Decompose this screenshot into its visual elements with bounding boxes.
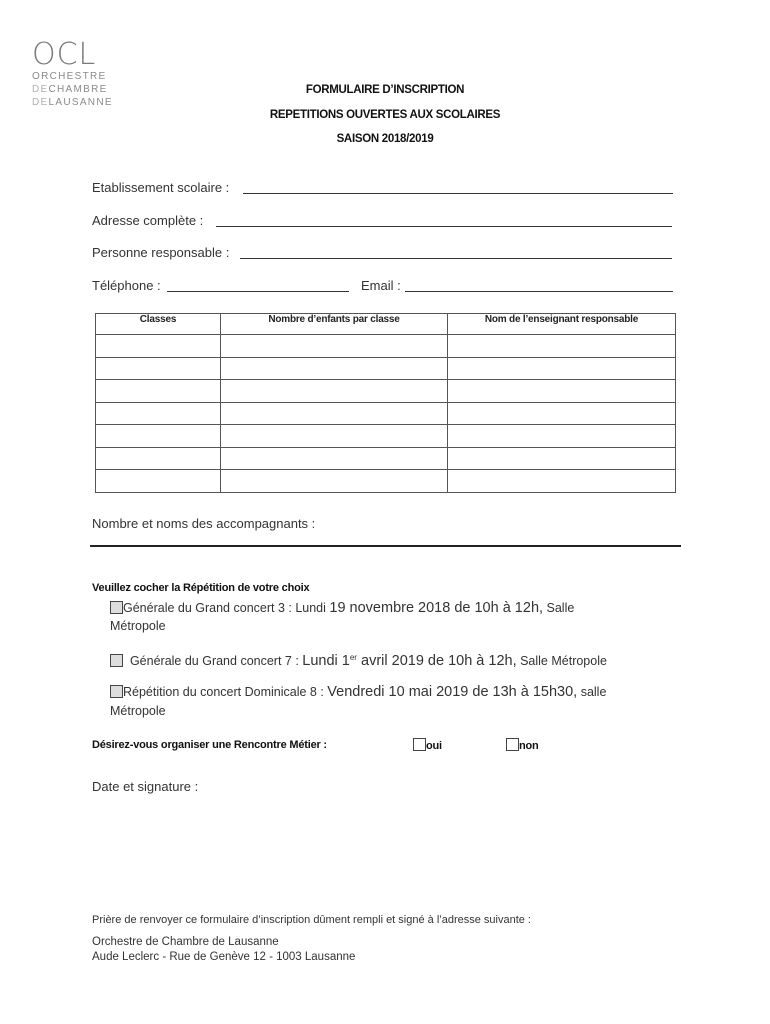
table-cell[interactable] (96, 447, 221, 470)
table-cell[interactable] (448, 402, 676, 425)
logo-line-1: ORCHESTRE (32, 71, 107, 82)
table-cell[interactable] (96, 425, 221, 448)
meeting-question: Désirez-vous organiser une Rencontre Métier : (92, 739, 327, 751)
table-cell[interactable] (96, 402, 221, 425)
meeting-yes-label: oui (426, 740, 442, 752)
option-3: Répétition du concert Dominicale 8 : Vendredi 10 mai 2019 de 13h à 15h30, salle Métropole (110, 684, 607, 718)
table-cell[interactable] (96, 335, 221, 358)
table-cell[interactable] (221, 335, 448, 358)
address-input-line[interactable] (216, 226, 672, 227)
table-cell[interactable] (448, 470, 676, 493)
table-row (96, 402, 676, 425)
table-row (96, 335, 676, 358)
table-cell[interactable] (448, 425, 676, 448)
table-row (96, 425, 676, 448)
table-cell[interactable] (448, 447, 676, 470)
col-header-children-count: Nombre d’enfants par classe (221, 314, 448, 335)
person-input-line[interactable] (240, 258, 672, 259)
choice-heading: Veuillez cocher la Répétition de votre choix (92, 582, 310, 594)
table-cell[interactable] (96, 357, 221, 380)
col-header-classes: Classes (96, 314, 221, 335)
logo-line-3: DELAUSANNE (32, 97, 113, 108)
table-cell[interactable] (221, 425, 448, 448)
school-input-line[interactable] (243, 193, 673, 194)
phone-label: Téléphone : (92, 278, 161, 293)
table-cell[interactable] (448, 380, 676, 403)
phone-input-line[interactable] (167, 291, 349, 292)
address-line-1: Orchestre de Chambre de Lausanne (92, 936, 279, 948)
table-cell[interactable] (448, 357, 676, 380)
email-input-line[interactable] (405, 291, 673, 292)
companions-label: Nombre et noms des accompagnants : (92, 516, 316, 531)
table-header-row (96, 314, 676, 335)
address-label: Adresse complète : (92, 213, 204, 228)
table-cell[interactable] (96, 470, 221, 493)
table-cell[interactable] (221, 470, 448, 493)
companions-input-line[interactable] (90, 545, 681, 547)
table-cell[interactable] (448, 335, 676, 358)
meeting-no-option (506, 738, 539, 752)
option-1-checkbox[interactable] (110, 601, 123, 614)
address-line-2: Aude Leclerc - Rue de Genève 12 - 1003 Lausanne (92, 951, 356, 963)
option-3-checkbox[interactable] (110, 685, 123, 698)
logo-mark: OCL (32, 37, 97, 72)
logo-line-2: DECHAMBRE (32, 84, 108, 95)
col-header-teacher: Nom de l’enseignant responsable (448, 314, 676, 335)
return-note: Prière de renvoyer ce formulaire d’inscription dûment rempli et signé à l’adresse suivante : (92, 914, 531, 926)
meeting-yes-checkbox[interactable] (413, 738, 426, 751)
form-season: SAISON 2018/2019 (336, 133, 434, 145)
table-cell[interactable] (221, 380, 448, 403)
option-2-checkbox[interactable] (110, 654, 123, 667)
person-label: Personne responsable : (92, 245, 230, 260)
school-label: Etablissement scolaire : (92, 180, 230, 195)
table-row (96, 470, 676, 493)
option-2: Générale du Grand concert 7 : Lundi 1er avril 2019 de 10h à 12h, Salle Métropole (110, 649, 685, 670)
meeting-yes-option (413, 738, 442, 752)
classes-table (95, 313, 676, 493)
table-cell[interactable] (221, 447, 448, 470)
table-cell[interactable] (96, 380, 221, 403)
signature-label: Date et signature : (92, 779, 199, 794)
table-row (96, 357, 676, 380)
table-cell[interactable] (221, 402, 448, 425)
meeting-no-checkbox[interactable] (506, 738, 519, 751)
email-label: Email : (361, 278, 401, 293)
table-cell[interactable] (221, 357, 448, 380)
meeting-no-label: non (519, 740, 539, 752)
option-1: Générale du Grand concert 3 : Lundi 19 novembre 2018 de 10h à 12h, Salle Métropole (110, 600, 575, 633)
form-subtitle: REPETITIONS OUVERTES AUX SCOLAIRES (269, 109, 501, 121)
ocl-logo (32, 37, 113, 109)
form-title: FORMULAIRE D’INSCRIPTION (305, 84, 465, 96)
table-row (96, 380, 676, 403)
table-row (96, 447, 676, 470)
